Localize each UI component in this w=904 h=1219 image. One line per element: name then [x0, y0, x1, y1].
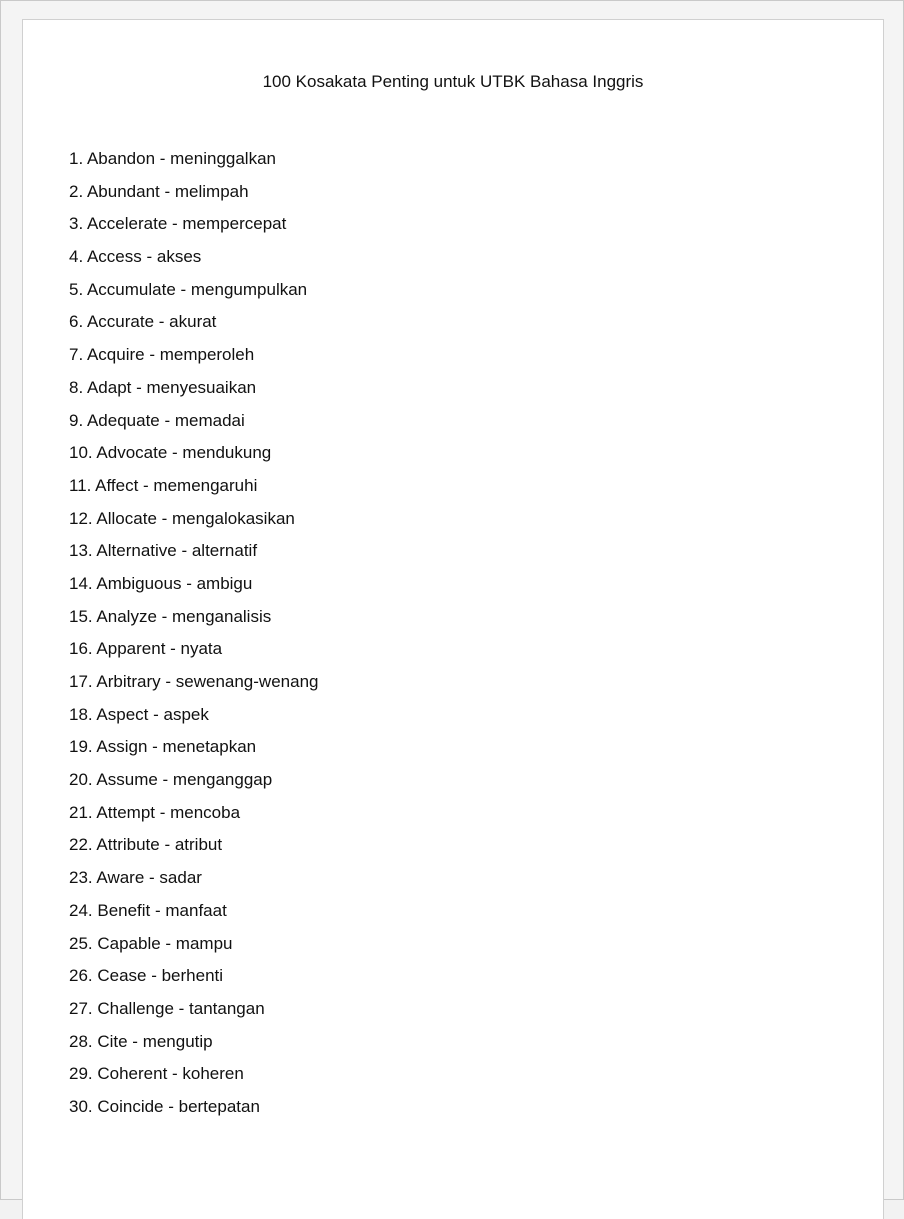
list-item: 11. Affect - memengaruhi: [69, 475, 258, 495]
list-item: 24. Benefit - manfaat: [69, 900, 227, 920]
list-item: 25. Capable - mampu: [69, 933, 233, 953]
list-item: 1. Abandon - meninggalkan: [69, 149, 276, 168]
list-item: 26. Cease - berhenti: [69, 966, 224, 986]
list-item: 12. Allocate - mengalokasikan: [69, 508, 295, 528]
list-item: 18. Aspect - aspek: [69, 704, 209, 724]
list-item: 3. Accelerate - mempercepat: [69, 214, 287, 234]
list-item: 5. Accumulate - mengumpulkan: [69, 279, 308, 299]
list-item: 14. Ambiguous - ambigu: [69, 573, 253, 593]
list-item: 8. Adapt - menyesuaikan: [69, 377, 257, 397]
list-item: 28. Cite - mengutip: [69, 1031, 213, 1051]
list-item: 9. Adequate - memadai: [69, 410, 245, 430]
list-item: 17. Arbitrary - sewenang-wenang: [69, 672, 319, 691]
list-item: 19. Assign - menetapkan: [69, 737, 257, 757]
vocabulary-list: [69, 148, 318, 1129]
list-item: 16. Apparent - nyata: [69, 639, 223, 659]
list-item: 10. Advocate - mendukung: [69, 443, 272, 463]
list-item: 2. Abundant - melimpah: [69, 181, 249, 201]
list-item: 29. Coherent - koheren: [69, 1064, 244, 1084]
list-item: 7. Acquire - memperoleh: [69, 345, 255, 365]
list-item: 4. Access - akses: [69, 247, 202, 267]
list-item: 21. Attempt - mencoba: [69, 802, 241, 822]
list-item: 27. Challenge - tantangan: [69, 998, 265, 1018]
list-item: 22. Attribute - atribut: [69, 835, 223, 855]
list-item: 6. Accurate - akurat: [69, 312, 217, 332]
list-item: 30. Coincide - bertepatan: [69, 1096, 260, 1116]
document-title: 100 Kosakata Penting untuk UTBK Bahasa Inggris: [262, 72, 644, 91]
list-item: 15. Analyze - menganalisis: [69, 606, 272, 626]
list-item: 20. Assume - menganggap: [69, 770, 273, 790]
list-item: 23. Aware - sadar: [69, 868, 202, 888]
list-item: 13. Alternative - alternatif: [69, 541, 258, 561]
document-page: [22, 19, 884, 1219]
